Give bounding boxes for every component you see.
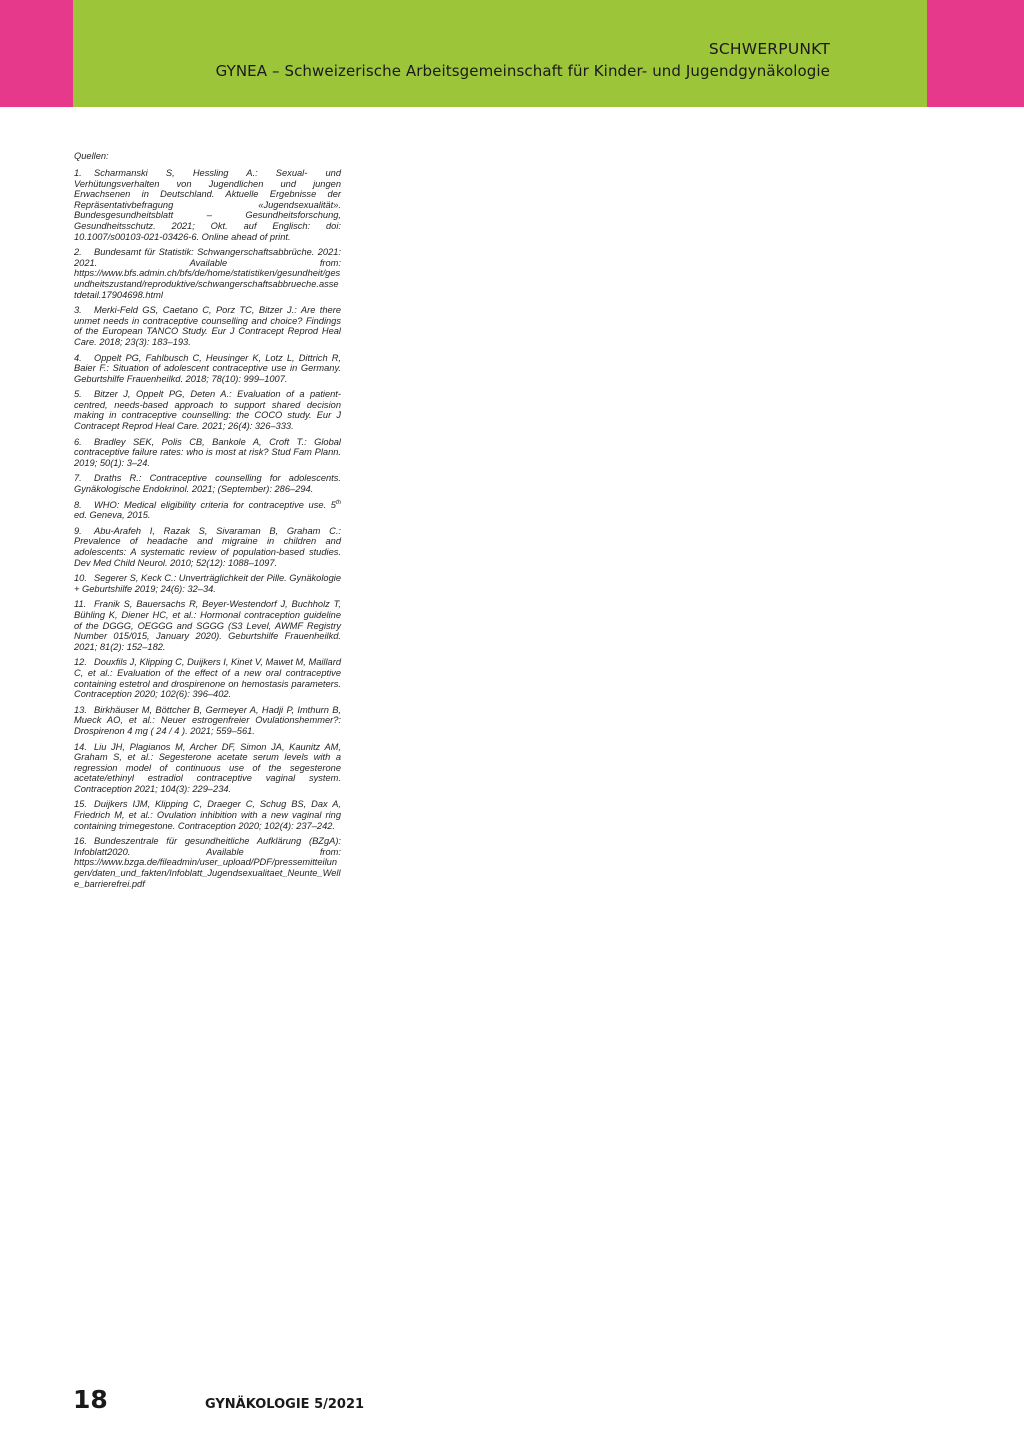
reference-item: [74, 573, 341, 594]
reference-text: WHO: Medical eligibility criteria for contraceptive use. 5: [94, 499, 336, 510]
reference-text: Bradley SEK, Polis CB, Bankole A, Croft T.: Global contraceptive failure rates: who is most at risk? Stud Fam Plann. 2019; 50(1): 3–24.: [74, 436, 341, 468]
reference-text: Bitzer J, Oppelt PG, Deten A.: Evaluation of a patient-centred, needs-based approach to support shared decision making in contraceptive counselling: the COCO study. Eur J Contracept Reprod Heal Care. 2021; 26(4): 326–333.: [74, 389, 341, 432]
reference-item: [74, 437, 341, 469]
reference-number: 11.: [74, 599, 87, 610]
reference-number: 6.: [74, 436, 82, 447]
reference-number: 13.: [74, 704, 87, 715]
reference-text: Draths R.: Contraceptive counselling for adolescents. Gynäkologische Endokrinol. 2021; (September): 286–294.: [74, 473, 341, 495]
references-column: [74, 151, 341, 894]
reference-item: [74, 305, 341, 347]
reference-number: 4.: [74, 352, 82, 363]
reference-number: 1.: [74, 168, 82, 178]
reference-number: 16.: [74, 836, 87, 847]
reference-text: Segerer S, Keck C.: Unverträglichkeit der Pille. Gynäkologie + Geburtshilfe 2019; 24(6): 32–34.: [74, 573, 341, 594]
reference-number: 15.: [74, 799, 87, 810]
reference-item: [74, 473, 341, 494]
reference-text: Liu JH, Plagianos M, Archer DF, Simon JA, Kaunitz AM, Graham S, et al.: Segesterone acetate serum levels with a regression model of continuous use of the segesterone acetate/ethinyl estradiol contraceptive vaginal system. Contraception 2021; 104(3): 229–234.: [74, 741, 341, 794]
reference-text: Abu-Arafeh I, Razak S, Sivaraman B, Graham C.: Prevalence of headache and migraine in children and adolescents: A systematic review of population-based studies. Dev Med Child Neurol. 2010; 52(12): 1088–1097.: [74, 525, 341, 568]
reference-text: Merki-Feld GS, Caetano C, Porz TC, Bitzer J.: Are there unmet needs in contraceptive counselling and choice? Findings of the European TANCO Study. Eur J Contracept Reprod Heal Care. 2018; 23(3): 183–193.: [74, 305, 341, 347]
reference-item: [74, 389, 341, 431]
reference-number: 12.: [74, 657, 87, 668]
reference-item: [74, 526, 341, 568]
reference-item: [74, 500, 341, 521]
header-accent-tab-left: [0, 0, 73, 107]
reference-text: Duijkers IJM, Klipping C, Draeger C, Schug BS, Dax A, Friedrich M, et al.: Ovulation inhibition with a new vaginal ring containing trimegestone. Contraception 2020; 102(4): 237–242.: [74, 799, 341, 831]
reference-superscript: th: [335, 499, 341, 506]
references-list: [74, 168, 341, 889]
reference-number: 8.: [74, 499, 82, 510]
reference-text: Franik S, Bauersachs R, Beyer-Westendorf J, Buchholz T, Bühling K, Diener HC, et al.: Hormonal contraception guideline of the DGGG, OEGGG and SGGG (S3 Level, AWMF Registry Number 015/015, January 2020). Geburtshilfe Frauenheilkd. 2021; 81(2): 152–182.: [74, 599, 341, 652]
reference-text: Oppelt PG, Fahlbusch C, Heusinger K, Lotz L, Dittrich R, Baier F.: Situation of adolescent contraceptive use in Germany. Geburtshilfe Frauenheilkd. 2018; 78(10): 999–1007.: [74, 352, 341, 384]
reference-item: [74, 599, 341, 652]
reference-number: 14.: [74, 741, 87, 752]
header-accent-tab-right: [927, 0, 1024, 107]
journal-issue: GYNÄKOLOGIE 5/2021: [205, 1397, 365, 1412]
reference-item: [74, 247, 341, 300]
reference-text: Bundeszentrale für gesundheitliche Aufklärung (BZgA): Infoblatt2020. Available from: https://www.bzga.de/fileadmin/user_upload/PDF/pressemitteilungen/daten_und_fakten/Infoblatt_Jugendsexualitaet_Neunte_Welle_barrierefrei.pdf: [74, 836, 341, 889]
references-heading: Quellen:: [74, 151, 109, 161]
reference-text-continued: ed. Geneva, 2015.: [74, 510, 151, 521]
section-header: [216, 40, 830, 81]
section-title: GYNEA – Schweizerische Arbeitsgemeinschaft für Kinder- und Jugendgynäkologie: [215, 62, 830, 80]
reference-item: [74, 353, 341, 385]
reference-item: [74, 705, 341, 737]
section-kicker: SCHWERPUNKT: [708, 40, 830, 58]
reference-text: Douxfils J, Klipping C, Duijkers I, Kinet V, Mawet M, Maillard C, et al.: Evaluation of the effect of a new oral contraceptive containing estetrol and drospirenone on hemostasis parameters. Contraception 2020; 102(6): 396–402.: [74, 657, 341, 700]
reference-text: Scharmanski S, Hessling A.: Sexual- und Verhütungsverhalten von Jugendlichen und jungen Erwachsenen in Deutschland. Aktuelle Ergebnisse der Repräsentativbefragung «Jugendsexualität». Bundesgesundheitsblatt – Gesundheitsforschung, Gesundheitsschutz. 2021; Okt. auf Englisch: doi: 10.1007/s00103-021-03426-6. Online ahead of print.: [74, 168, 341, 242]
reference-text: Birkhäuser M, Böttcher B, Germeyer A, Hadji P, Imthurn B, Mueck AO, et al.: Neuer estrogenfreier Ovulationshemmer?: Drospirenon 4 mg ( 24 / 4 ). 2021; 559–561.: [74, 704, 341, 736]
reference-item: [74, 168, 341, 242]
reference-item: [74, 836, 341, 889]
reference-text: Bundesamt für Statistik: Schwangerschaftsabbrüche. 2021: 2021. Available from: https://www.bfs.admin.ch/bfs/de/home/statistiken/gesundheit/gesundheitszustand/reproduktive/schwangerschaftsabbrueche.assetdetail.17904698.html: [74, 247, 341, 300]
reference-number: 2.: [74, 247, 82, 258]
reference-number: 7.: [74, 473, 82, 484]
reference-number: 9.: [74, 525, 82, 536]
page-number: 18: [73, 1385, 108, 1414]
reference-number: 3.: [74, 305, 82, 316]
reference-number: 5.: [74, 389, 82, 400]
reference-item: [74, 657, 341, 699]
reference-number: 10.: [74, 573, 87, 584]
reference-item: [74, 799, 341, 831]
reference-item: [74, 742, 341, 795]
